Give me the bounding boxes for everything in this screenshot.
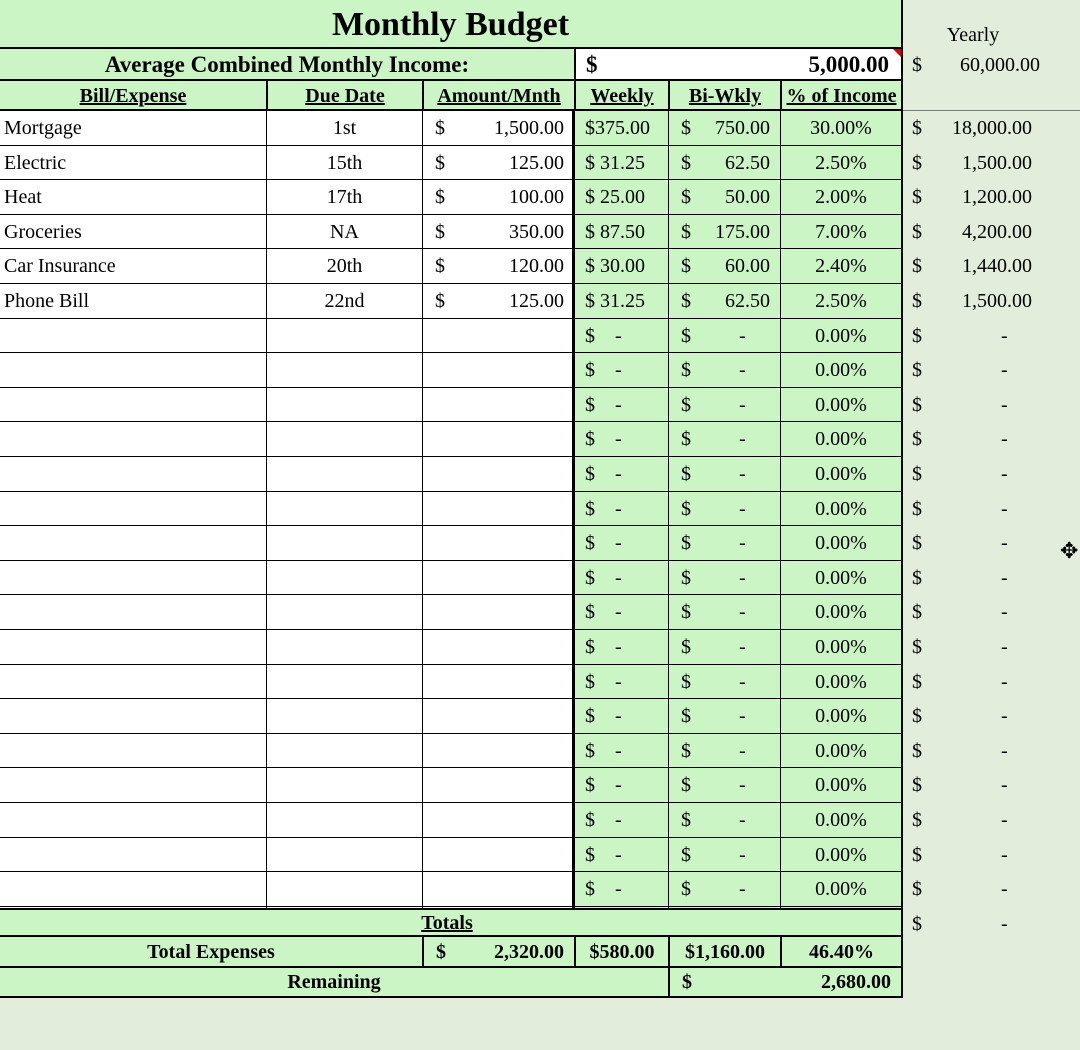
cell-percent-income[interactable]: 0.00% [780, 595, 903, 630]
cell-bill-expense[interactable] [0, 630, 266, 665]
cell-biweekly-currency: $ [681, 497, 691, 520]
cell-amount[interactable] [422, 353, 574, 388]
cell-bill-expense[interactable] [0, 388, 266, 423]
cell-amount[interactable] [422, 180, 574, 215]
cell-percent-income[interactable]: 0.00% [780, 630, 903, 665]
cell-bill-expense[interactable]: Groceries [0, 215, 266, 250]
cell-amount-value: 350.00 [509, 220, 564, 243]
cell-bill-expense[interactable] [0, 838, 266, 873]
cell-weekly[interactable]: $ - [574, 319, 668, 354]
cell-weekly[interactable]: $ 87.50 [574, 215, 668, 250]
cell-amount-currency: $ [435, 151, 445, 174]
cell-yearly-value: 4,200.00 [962, 220, 1032, 243]
cell-amount-value: 1,500.00 [494, 117, 564, 139]
cell-due-date[interactable] [266, 838, 422, 873]
cell-biweekly-value: - [739, 359, 746, 382]
cell-due-date[interactable] [266, 699, 422, 734]
cell-due-date[interactable] [266, 768, 422, 803]
cell-yearly-currency: $ [912, 566, 922, 589]
cell-biweekly-value: - [739, 497, 746, 520]
income-currency: $ [586, 52, 598, 77]
cell-yearly[interactable] [903, 803, 1080, 838]
cell-amount[interactable] [422, 492, 574, 527]
cell-weekly[interactable]: $ - [574, 561, 668, 596]
remaining-value-cell[interactable] [668, 968, 903, 998]
cell-yearly-value: 1,200.00 [962, 186, 1032, 209]
cell-amount[interactable] [422, 249, 574, 284]
cell-weekly[interactable]: $ - [574, 353, 668, 388]
cell-amount-currency: $ [435, 220, 445, 243]
cell-percent-income[interactable]: 0.00% [780, 734, 903, 769]
cell-yearly-value: 1,440.00 [962, 255, 1032, 278]
header-amount-month[interactable]: Amount/Mnth [422, 81, 574, 111]
cell-biweekly[interactable] [668, 526, 780, 561]
yearly-header[interactable]: Yearly [946, 24, 1000, 46]
cell-biweekly-currency: $ [681, 255, 691, 278]
cell-due-date[interactable] [266, 319, 422, 354]
cell-weekly[interactable]: $ - [574, 388, 668, 423]
income-value: 5,000.00 [808, 52, 889, 77]
cell-yearly-currency: $ [912, 636, 922, 658]
cell-yearly-currency: $ [912, 878, 922, 901]
cell-yearly-currency: $ [912, 324, 922, 347]
cell-due-date[interactable]: NA [266, 215, 422, 250]
cell-yearly-value: - [1001, 809, 1008, 831]
cell-weekly[interactable]: $ - [574, 803, 668, 838]
cell-yearly[interactable] [903, 526, 1080, 561]
total-amount-currency: $ [436, 941, 446, 963]
cell-yearly-currency: $ [912, 670, 922, 693]
total-biweekly[interactable]: $1,160.00 [668, 937, 780, 968]
cell-yearly-value: - [1001, 739, 1008, 762]
cell-bill-expense[interactable] [0, 526, 266, 561]
cell-yearly-value: - [1001, 463, 1008, 485]
cell-bill-expense[interactable]: Heat [0, 180, 266, 215]
cell-yearly-value: 18,000.00 [952, 117, 1032, 139]
cell-amount[interactable] [422, 768, 574, 803]
cell-weekly[interactable]: $ - [574, 699, 668, 734]
cell-biweekly-value: - [739, 670, 746, 693]
cell-biweekly[interactable] [668, 422, 780, 457]
cell-percent-income[interactable]: 2.00% [780, 180, 903, 215]
cell-due-date[interactable]: 17th [266, 180, 422, 215]
cell-yearly-currency: $ [912, 186, 922, 209]
cell-amount-value: 125.00 [509, 151, 564, 174]
cell-percent-income[interactable]: 2.50% [780, 284, 903, 319]
totals-label[interactable]: Totals [421, 912, 473, 934]
cell-amount[interactable] [422, 422, 574, 457]
cell-biweekly[interactable] [668, 561, 780, 596]
cell-percent-income[interactable]: 0.00% [780, 526, 903, 561]
cell-yearly[interactable] [903, 595, 1080, 630]
cell-bill-expense[interactable] [0, 457, 266, 492]
cell-percent-income[interactable]: 0.00% [780, 872, 903, 907]
sheet-title[interactable]: Monthly Budget [0, 0, 903, 49]
cell-biweekly[interactable] [668, 872, 780, 907]
cell-biweekly-currency: $ [681, 463, 691, 485]
cell-due-date[interactable] [266, 872, 422, 907]
cell-biweekly-currency: $ [681, 186, 691, 209]
cell-yearly[interactable] [903, 838, 1080, 873]
cell-yearly-value: - [1001, 324, 1008, 347]
cell-biweekly[interactable] [668, 146, 780, 181]
cell-yearly-value: - [1001, 532, 1008, 555]
cell-yearly-value: - [1001, 359, 1008, 382]
cell-biweekly[interactable] [668, 111, 780, 146]
cell-biweekly-value: - [739, 843, 746, 866]
cell-yearly[interactable] [903, 353, 1080, 388]
cell-due-date[interactable] [266, 803, 422, 838]
cell-due-date[interactable]: 22nd [266, 284, 422, 319]
cell-weekly[interactable]: $ - [574, 838, 668, 873]
cell-biweekly-currency: $ [681, 774, 691, 797]
cell-amount[interactable] [422, 872, 574, 907]
cell-yearly-currency: $ [912, 117, 922, 139]
cell-weekly[interactable]: $ - [574, 630, 668, 665]
cell-yearly-value: - [1001, 843, 1008, 866]
cell-yearly[interactable] [903, 422, 1080, 457]
cell-biweekly[interactable] [668, 388, 780, 423]
cell-percent-income[interactable]: 0.00% [780, 492, 903, 527]
cell-biweekly-value: - [739, 566, 746, 589]
cell-weekly[interactable]: $ - [574, 595, 668, 630]
cell-bill-expense[interactable]: Phone Bill [0, 284, 266, 319]
cell-biweekly-value: 750.00 [715, 117, 770, 139]
cell-biweekly-value: - [739, 428, 746, 451]
income-label[interactable]: Average Combined Monthly Income: [0, 49, 574, 81]
cell-yearly-value: - [1001, 705, 1008, 728]
cell-weekly[interactable]: $ - [574, 457, 668, 492]
cell-weekly[interactable]: $ - [574, 492, 668, 527]
cell-yearly-value: - [1001, 393, 1008, 416]
cell-biweekly-currency: $ [681, 843, 691, 866]
cell-weekly[interactable]: $ 25.00 [574, 180, 668, 215]
cell-due-date[interactable]: 1st [266, 111, 422, 146]
cell-amount[interactable] [422, 595, 574, 630]
cell-due-date[interactable] [266, 734, 422, 769]
cell-weekly[interactable]: $ 31.25 [574, 284, 668, 319]
cell-bill-expense[interactable] [0, 319, 266, 354]
cell-amount[interactable] [422, 319, 574, 354]
cell-yearly[interactable] [903, 665, 1080, 700]
cell-weekly[interactable]: $ - [574, 768, 668, 803]
cell-yearly[interactable] [903, 111, 1080, 146]
cell-percent-income[interactable]: 0.00% [780, 665, 903, 700]
cell-yearly-currency: $ [912, 255, 922, 278]
income-yearly-currency[interactable]: $ [912, 54, 922, 76]
cell-yearly-currency: $ [912, 843, 922, 866]
total-amount-cell[interactable] [422, 937, 574, 968]
cell-yearly-value: - [1001, 912, 1008, 935]
cell-bill-expense[interactable] [0, 872, 266, 907]
cell-biweekly-currency: $ [681, 359, 691, 382]
cell-weekly[interactable]: $ - [574, 665, 668, 700]
cell-biweekly-currency: $ [681, 428, 691, 451]
total-weekly[interactable]: $580.00 [574, 937, 668, 968]
cell-biweekly[interactable] [668, 457, 780, 492]
header-bill-expense[interactable]: Bill/Expense [0, 81, 266, 111]
cell-amount-value: 100.00 [509, 186, 564, 209]
cell-biweekly[interactable] [668, 699, 780, 734]
cell-due-date[interactable] [266, 422, 422, 457]
cell-yearly-currency: $ [912, 809, 922, 831]
cell-yearly-value: - [1001, 566, 1008, 589]
cell-due-date[interactable] [266, 630, 422, 665]
header-due-date[interactable]: Due Date [266, 81, 422, 111]
cell-yearly-currency: $ [912, 497, 922, 520]
cell-percent-income[interactable]: 0.00% [780, 768, 903, 803]
cell-yearly-currency: $ [912, 290, 922, 312]
cell-yearly-value: 1,500.00 [962, 151, 1032, 174]
cell-biweekly-value: 62.50 [725, 151, 770, 174]
comment-marker-icon [893, 49, 901, 57]
cell-biweekly[interactable] [668, 803, 780, 838]
cell-biweekly-currency: $ [681, 220, 691, 243]
cell-yearly-currency: $ [912, 151, 922, 174]
cell-biweekly-currency: $ [681, 324, 691, 347]
cell-amount[interactable] [422, 734, 574, 769]
cell-yearly-currency: $ [912, 774, 922, 797]
cell-percent-income[interactable]: 0.00% [780, 838, 903, 873]
remaining-currency: $ [682, 971, 692, 993]
cell-percent-income[interactable]: 7.00% [780, 215, 903, 250]
cell-yearly[interactable] [903, 630, 1080, 665]
cell-biweekly[interactable] [668, 665, 780, 700]
cell-bill-expense[interactable] [0, 803, 266, 838]
cell-bill-expense[interactable] [0, 353, 266, 388]
cell-yearly-currency: $ [912, 912, 922, 935]
cell-yearly-value: - [1001, 670, 1008, 693]
cell-yearly[interactable] [903, 249, 1080, 284]
cell-amount-currency: $ [435, 186, 445, 209]
cell-weekly[interactable]: $ 31.25 [574, 146, 668, 181]
cell-due-date[interactable] [266, 388, 422, 423]
cell-amount[interactable] [422, 215, 574, 250]
cell-amount[interactable] [422, 561, 574, 596]
cell-bill-expense[interactable]: Electric [0, 146, 266, 181]
cell-yearly-currency: $ [912, 393, 922, 416]
cell-yearly[interactable] [903, 492, 1080, 527]
cell-biweekly[interactable] [668, 319, 780, 354]
cell-yearly[interactable] [903, 561, 1080, 596]
cell-due-date[interactable] [266, 595, 422, 630]
income-yearly-value[interactable]: 60,000.00 [960, 54, 1040, 76]
total-percent[interactable]: 46.40% [780, 937, 903, 968]
cell-yearly-value: 1,500.00 [962, 290, 1032, 312]
cell-yearly[interactable] [903, 388, 1080, 423]
cell-amount[interactable] [422, 630, 574, 665]
cell-biweekly[interactable] [668, 630, 780, 665]
cell-percent-income[interactable]: 0.00% [780, 353, 903, 388]
cell-biweekly[interactable] [668, 595, 780, 630]
cell-weekly[interactable]: $ 30.00 [574, 249, 668, 284]
cell-yearly-value: - [1001, 878, 1008, 901]
remaining-label[interactable]: Remaining [0, 968, 668, 998]
cell-yearly[interactable] [903, 872, 1080, 907]
cell-due-date[interactable] [266, 457, 422, 492]
cell-amount-currency: $ [435, 290, 445, 312]
cell-percent-income[interactable]: 0.00% [780, 803, 903, 838]
cell-bill-expense[interactable] [0, 699, 266, 734]
cell-yearly-value: - [1001, 636, 1008, 658]
cell-biweekly-currency: $ [681, 290, 691, 312]
cell-yearly-currency: $ [912, 428, 922, 451]
header-percent-income[interactable]: % of Income [780, 81, 903, 111]
cell-biweekly-value: - [739, 774, 746, 797]
cell-yearly[interactable] [903, 699, 1080, 734]
cell-amount[interactable] [422, 284, 574, 319]
cell-biweekly-value: - [739, 739, 746, 762]
cell-amount[interactable] [422, 146, 574, 181]
cell-yearly[interactable] [903, 284, 1080, 319]
cell-yearly-currency: $ [912, 739, 922, 762]
cell-percent-income[interactable]: 0.00% [780, 699, 903, 734]
cell-percent-income[interactable]: 0.00% [780, 388, 903, 423]
cell-yearly-currency: $ [912, 220, 922, 243]
cell-amount[interactable] [422, 111, 574, 146]
cell-due-date[interactable] [266, 353, 422, 388]
cell-yearly[interactable] [903, 907, 1080, 942]
cell-amount-value: 120.00 [509, 255, 564, 278]
cell-biweekly-currency: $ [681, 566, 691, 589]
cell-bill-expense[interactable] [0, 595, 266, 630]
cell-biweekly-value: 50.00 [725, 186, 770, 209]
cell-yearly[interactable] [903, 180, 1080, 215]
cell-biweekly-value: - [739, 463, 746, 485]
cell-bill-expense[interactable] [0, 422, 266, 457]
cell-biweekly[interactable] [668, 215, 780, 250]
cell-yearly-currency: $ [912, 532, 922, 555]
total-expenses-label[interactable]: Total Expenses [0, 937, 422, 968]
cell-bill-expense[interactable]: Mortgage [0, 111, 266, 146]
cell-weekly[interactable]: $ - [574, 526, 668, 561]
cell-biweekly[interactable] [668, 284, 780, 319]
cell-amount[interactable] [422, 665, 574, 700]
cell-bill-expense[interactable] [0, 734, 266, 769]
cell-due-date[interactable] [266, 665, 422, 700]
cell-yearly[interactable] [903, 734, 1080, 769]
cell-weekly[interactable]: $ - [574, 734, 668, 769]
cell-weekly[interactable]: $ - [574, 422, 668, 457]
cell-biweekly[interactable] [668, 838, 780, 873]
cell-biweekly-value: - [739, 324, 746, 347]
cell-yearly[interactable] [903, 146, 1080, 181]
cell-yearly-currency: $ [912, 705, 922, 728]
cell-biweekly[interactable] [668, 734, 780, 769]
cell-biweekly-value: - [739, 532, 746, 555]
cell-percent-income[interactable]: 0.00% [780, 457, 903, 492]
cell-yearly[interactable] [903, 215, 1080, 250]
cell-biweekly-currency: $ [681, 393, 691, 416]
cell-percent-income[interactable]: 30.00% [780, 111, 903, 146]
cell-bill-expense[interactable]: Car Insurance [0, 249, 266, 284]
cell-percent-income[interactable]: 2.40% [780, 249, 903, 284]
cell-weekly[interactable]: $375.00 [574, 111, 668, 146]
cell-yearly-value: - [1001, 774, 1008, 797]
cell-amount-currency: $ [435, 255, 445, 278]
cell-biweekly-currency: $ [681, 670, 691, 693]
cell-amount[interactable] [422, 838, 574, 873]
cell-bill-expense[interactable] [0, 561, 266, 596]
cell-amount-value: 125.00 [509, 290, 564, 312]
cell-biweekly-value: - [739, 809, 746, 831]
cell-biweekly-currency: $ [681, 601, 691, 624]
cell-bill-expense[interactable] [0, 665, 266, 700]
cell-amount[interactable] [422, 526, 574, 561]
cell-yearly[interactable] [903, 768, 1080, 803]
cell-yearly-value: - [1001, 601, 1008, 624]
cell-yearly-currency: $ [912, 601, 922, 624]
cell-weekly[interactable]: $ - [574, 872, 668, 907]
cell-biweekly[interactable] [668, 768, 780, 803]
cell-due-date[interactable]: 15th [266, 146, 422, 181]
cell-biweekly-currency: $ [681, 809, 691, 831]
cell-biweekly-currency: $ [681, 705, 691, 728]
cell-percent-income[interactable]: 0.00% [780, 422, 903, 457]
cell-biweekly-value: - [739, 636, 746, 658]
cell-due-date[interactable] [266, 492, 422, 527]
remaining-value: 2,680.00 [821, 971, 891, 993]
cell-biweekly[interactable] [668, 249, 780, 284]
header-biweekly[interactable]: Bi-Wkly [668, 81, 780, 111]
cell-biweekly[interactable] [668, 180, 780, 215]
cell-due-date[interactable] [266, 561, 422, 596]
cell-biweekly-currency: $ [681, 532, 691, 555]
cell-biweekly-currency: $ [681, 151, 691, 174]
cell-biweekly-value: 175.00 [715, 220, 770, 243]
cell-percent-income[interactable]: 2.50% [780, 146, 903, 181]
cell-yearly-value: - [1001, 428, 1008, 451]
cell-biweekly-currency: $ [681, 636, 691, 658]
cell-biweekly-value: - [739, 601, 746, 624]
cell-yearly[interactable] [903, 319, 1080, 354]
cell-biweekly-value: - [739, 393, 746, 416]
cell-biweekly[interactable] [668, 492, 780, 527]
cell-amount[interactable] [422, 803, 574, 838]
cell-bill-expense[interactable] [0, 492, 266, 527]
cell-biweekly-value: 62.50 [725, 290, 770, 312]
cell-bill-expense[interactable] [0, 768, 266, 803]
cell-due-date[interactable]: 20th [266, 249, 422, 284]
cell-biweekly-currency: $ [681, 117, 691, 139]
cell-percent-income[interactable]: 0.00% [780, 561, 903, 596]
cell-yearly-currency: $ [912, 359, 922, 382]
income-value-cell[interactable] [574, 47, 903, 81]
cell-amount[interactable] [422, 388, 574, 423]
header-weekly[interactable]: Weekly [574, 81, 668, 111]
cell-percent-income[interactable]: 0.00% [780, 319, 903, 354]
move-cursor-icon: ✥ [1060, 538, 1079, 563]
cell-biweekly-value: - [739, 878, 746, 901]
cell-yearly-value: - [1001, 497, 1008, 520]
cell-amount[interactable] [422, 699, 574, 734]
cell-yearly-currency: $ [912, 463, 922, 485]
cell-due-date[interactable] [266, 526, 422, 561]
cell-yearly[interactable] [903, 457, 1080, 492]
cell-biweekly-value: - [739, 705, 746, 728]
cell-amount[interactable] [422, 457, 574, 492]
total-amount-value: 2,320.00 [494, 941, 564, 963]
cell-biweekly-currency: $ [681, 739, 691, 762]
cell-biweekly-currency: $ [681, 878, 691, 901]
cell-biweekly[interactable] [668, 353, 780, 388]
cell-biweekly-value: 60.00 [725, 255, 770, 278]
cell-amount-currency: $ [435, 117, 445, 139]
